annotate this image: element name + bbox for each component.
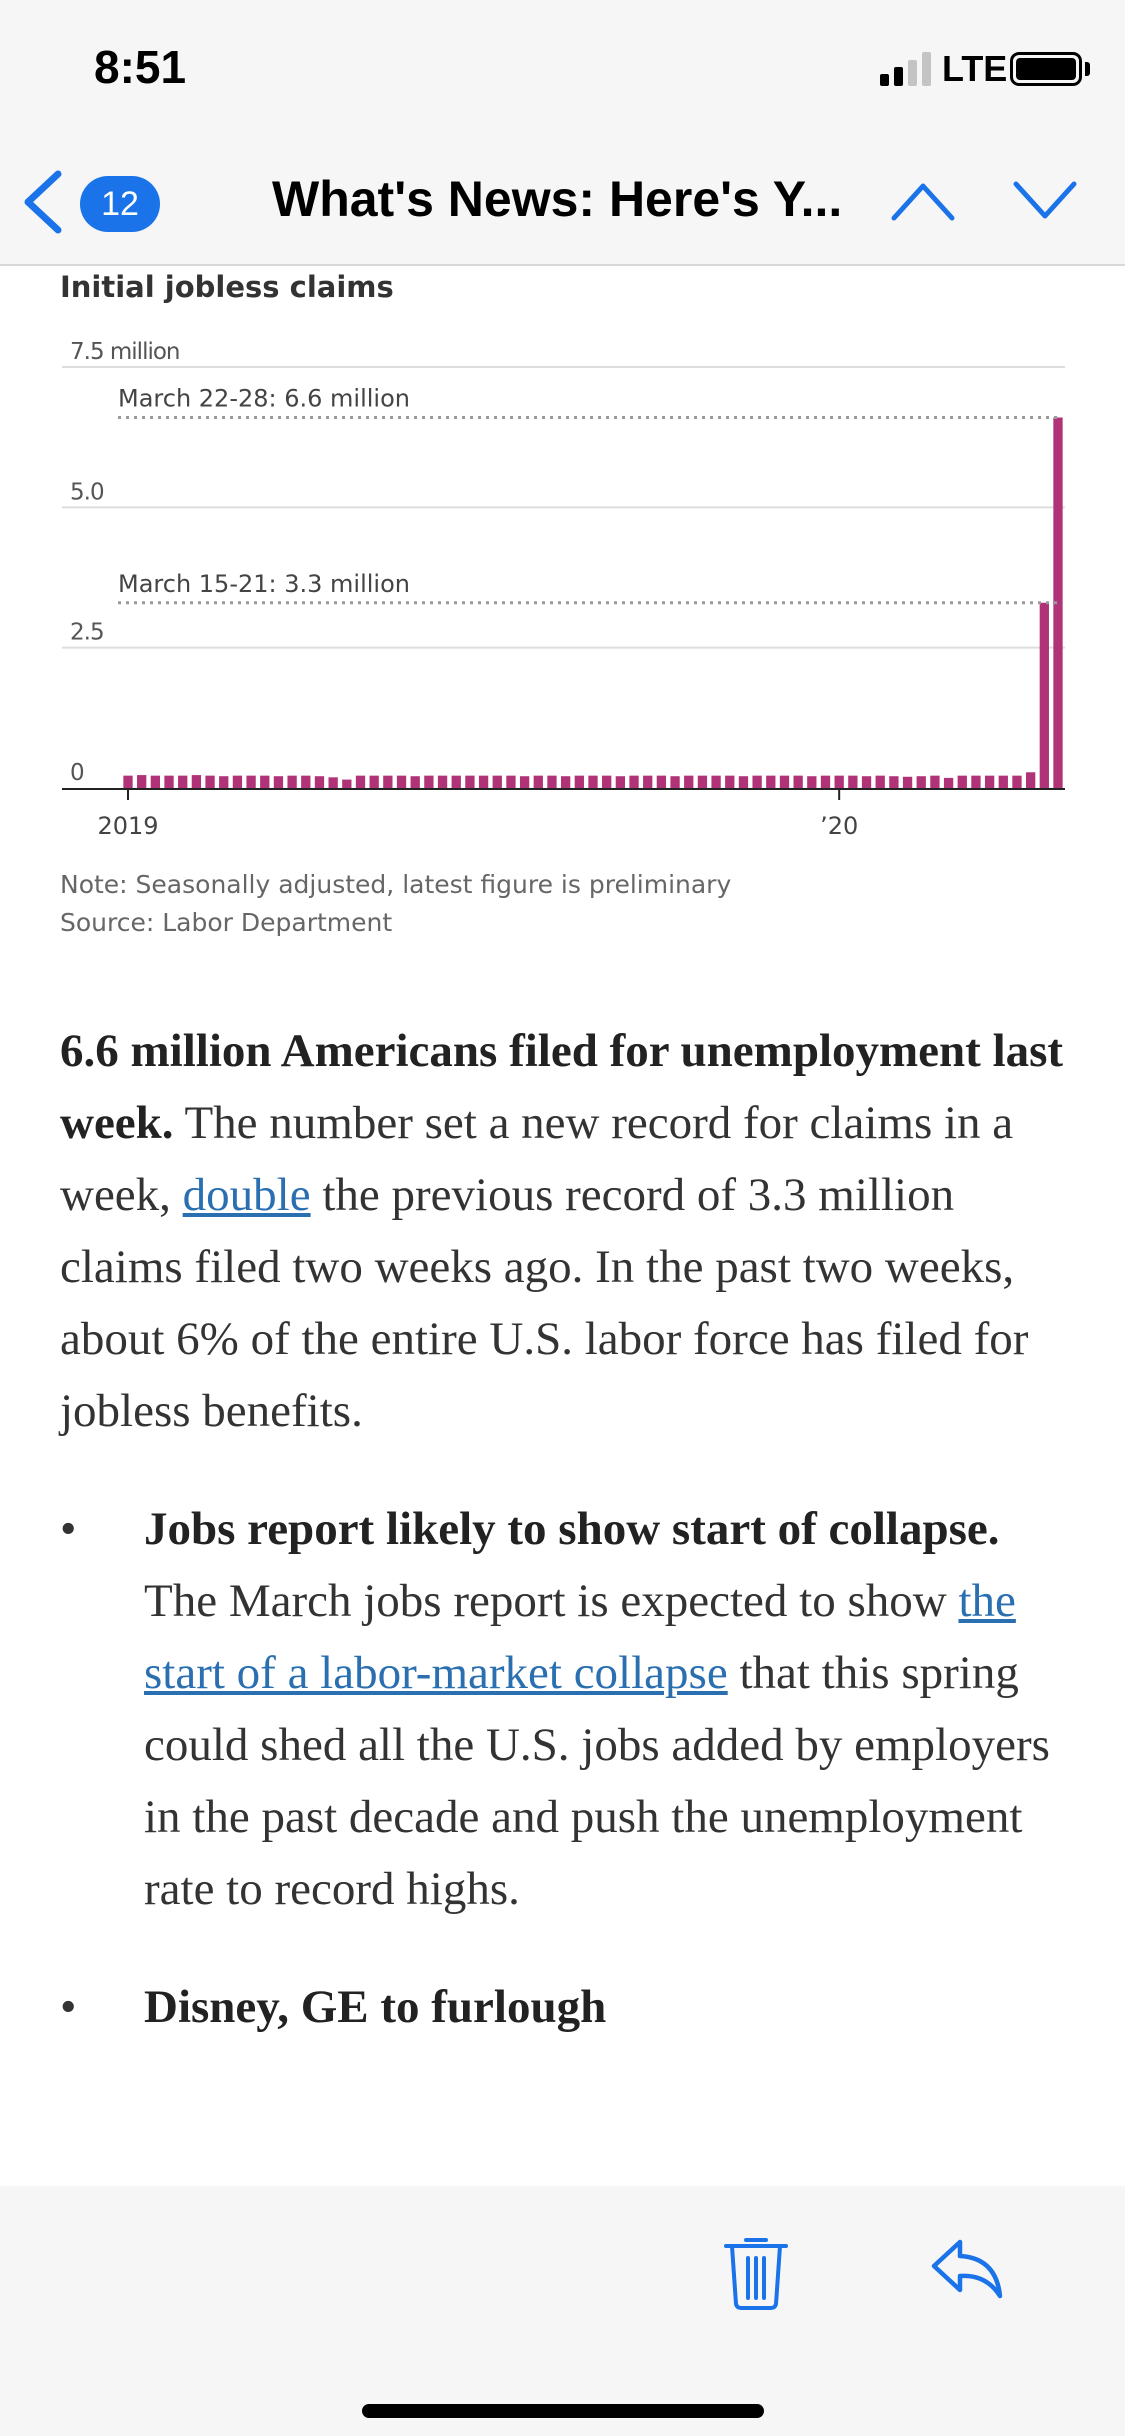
paragraph-lead: 6.6 million Americans filed for unemployment last week. [60,1025,1064,1149]
list-item [60,1971,1070,2043]
bar [780,776,789,788]
bar [575,776,584,788]
article-paragraph [60,1015,1070,1447]
status-bar [0,0,1125,140]
bar [547,776,556,788]
bar [301,776,310,788]
double-link[interactable]: double [182,1169,311,1221]
bar [424,776,433,788]
bar [958,776,967,788]
bar [164,776,173,788]
paragraph-text: the previous record of 3.3 million claims filed two weeks ago. In the past two weeks, about 6% of the entire U.S. labor force has filed for jobless benefits. [60,1169,1029,1437]
bar [643,776,652,788]
bar [739,776,748,788]
bullet-lead: Jobs report likely to show start of collapse. [144,1503,1000,1555]
chart-source-text: Source: Labor Department [60,908,393,937]
bar [903,777,912,788]
bar [356,776,365,788]
bullet-dot: • [60,1503,77,1555]
bar [835,776,844,788]
bar [465,776,474,788]
bar [821,776,830,788]
bar [602,776,611,788]
chart-title: Initial jobless claims [60,270,394,304]
bar [971,776,980,788]
cellular-signal-icon [880,52,932,86]
chevron-left-icon [22,170,64,234]
bar [123,776,132,788]
bar [999,776,1008,788]
bottom-toolbar [0,2186,1125,2436]
bar [848,776,857,788]
bullet-text: that this spring could shed all the U.S. jobs added by employers in the past decade and push the unemployment rate to record highs. [144,1647,1050,1915]
bar [151,776,160,788]
annotation-label: March 15-21: 3.3 million [118,569,410,598]
bar [588,776,597,788]
bar [889,776,898,788]
back-button[interactable] [22,166,162,238]
jobless-claims-chart [0,268,1125,948]
bullet-dot: • [60,1981,77,2033]
bar [233,776,242,788]
y-tick-label: 0 [70,760,84,786]
bar [205,776,214,788]
x-tick-label: 2019 [97,812,159,840]
bar [698,776,707,788]
chart-svg [0,268,1125,868]
y-tick-label: 7.5 million [70,339,180,365]
bar [629,776,638,788]
trash-icon[interactable] [722,2232,790,2310]
bar [670,776,679,788]
chevron-up-icon[interactable] [890,174,956,226]
nav-bar [0,140,1125,266]
bar [917,776,926,788]
bullet-text: The March jobs report is expected to show [144,1575,959,1627]
bar [328,777,337,788]
bar [383,776,392,788]
bar [315,776,324,788]
bar [985,776,994,788]
bar [137,775,146,788]
bar [506,776,515,788]
bar [684,776,693,788]
bar [752,776,761,788]
bar [260,776,269,788]
bar [342,780,351,788]
bar [246,776,255,788]
y-tick-label: 5.0 [70,479,104,506]
bar [219,776,228,788]
bar [287,776,296,788]
bar [479,776,488,788]
bar [944,778,953,788]
bar [930,776,939,788]
bar [1026,772,1035,788]
annotation-label: March 22-28: 6.6 million [118,384,410,413]
bar [520,776,529,788]
bar [397,776,406,788]
bullet-lead: Disney, GE to furlough [144,1981,607,2033]
bar [1012,776,1021,788]
bar [370,776,379,788]
unread-count-badge: 12 [80,176,160,232]
bar [452,776,461,788]
status-time: 8:51 [94,41,187,93]
bar [274,776,283,788]
nav-title: What's News: Here's Y... [272,171,843,227]
bar [657,776,666,788]
bar [807,776,816,788]
bar [192,775,201,788]
list-item [60,1493,1070,1925]
bar [862,776,871,788]
bar [876,776,885,788]
bar [534,776,543,788]
battery-cap [1085,62,1090,76]
chart-note-text: Note: Seasonally adjusted, latest figure is preliminary [60,870,732,899]
chart-note [60,866,731,942]
bar [711,776,720,788]
x-tick-label: ’20 [820,812,859,840]
bar [561,776,570,788]
home-indicator [362,2404,764,2418]
bar [725,776,734,788]
bar [793,776,802,788]
battery-icon [1010,52,1082,86]
bar [438,776,447,788]
reply-icon[interactable] [930,2236,1004,2300]
network-label: LTE [942,48,1008,89]
bar [1040,603,1049,788]
y-tick-label: 2.5 [70,619,104,646]
chevron-down-icon[interactable] [1012,174,1078,226]
bar [411,776,420,788]
article-body [60,1015,1070,2043]
bar [616,776,625,788]
labor-market-collapse-link[interactable]: the start of a labor-market collapse [144,1575,1016,1699]
paragraph-text: The number set a new record for claims in a week, [60,1097,1014,1221]
bar [493,776,502,788]
bar [766,776,775,788]
bar [178,776,187,788]
